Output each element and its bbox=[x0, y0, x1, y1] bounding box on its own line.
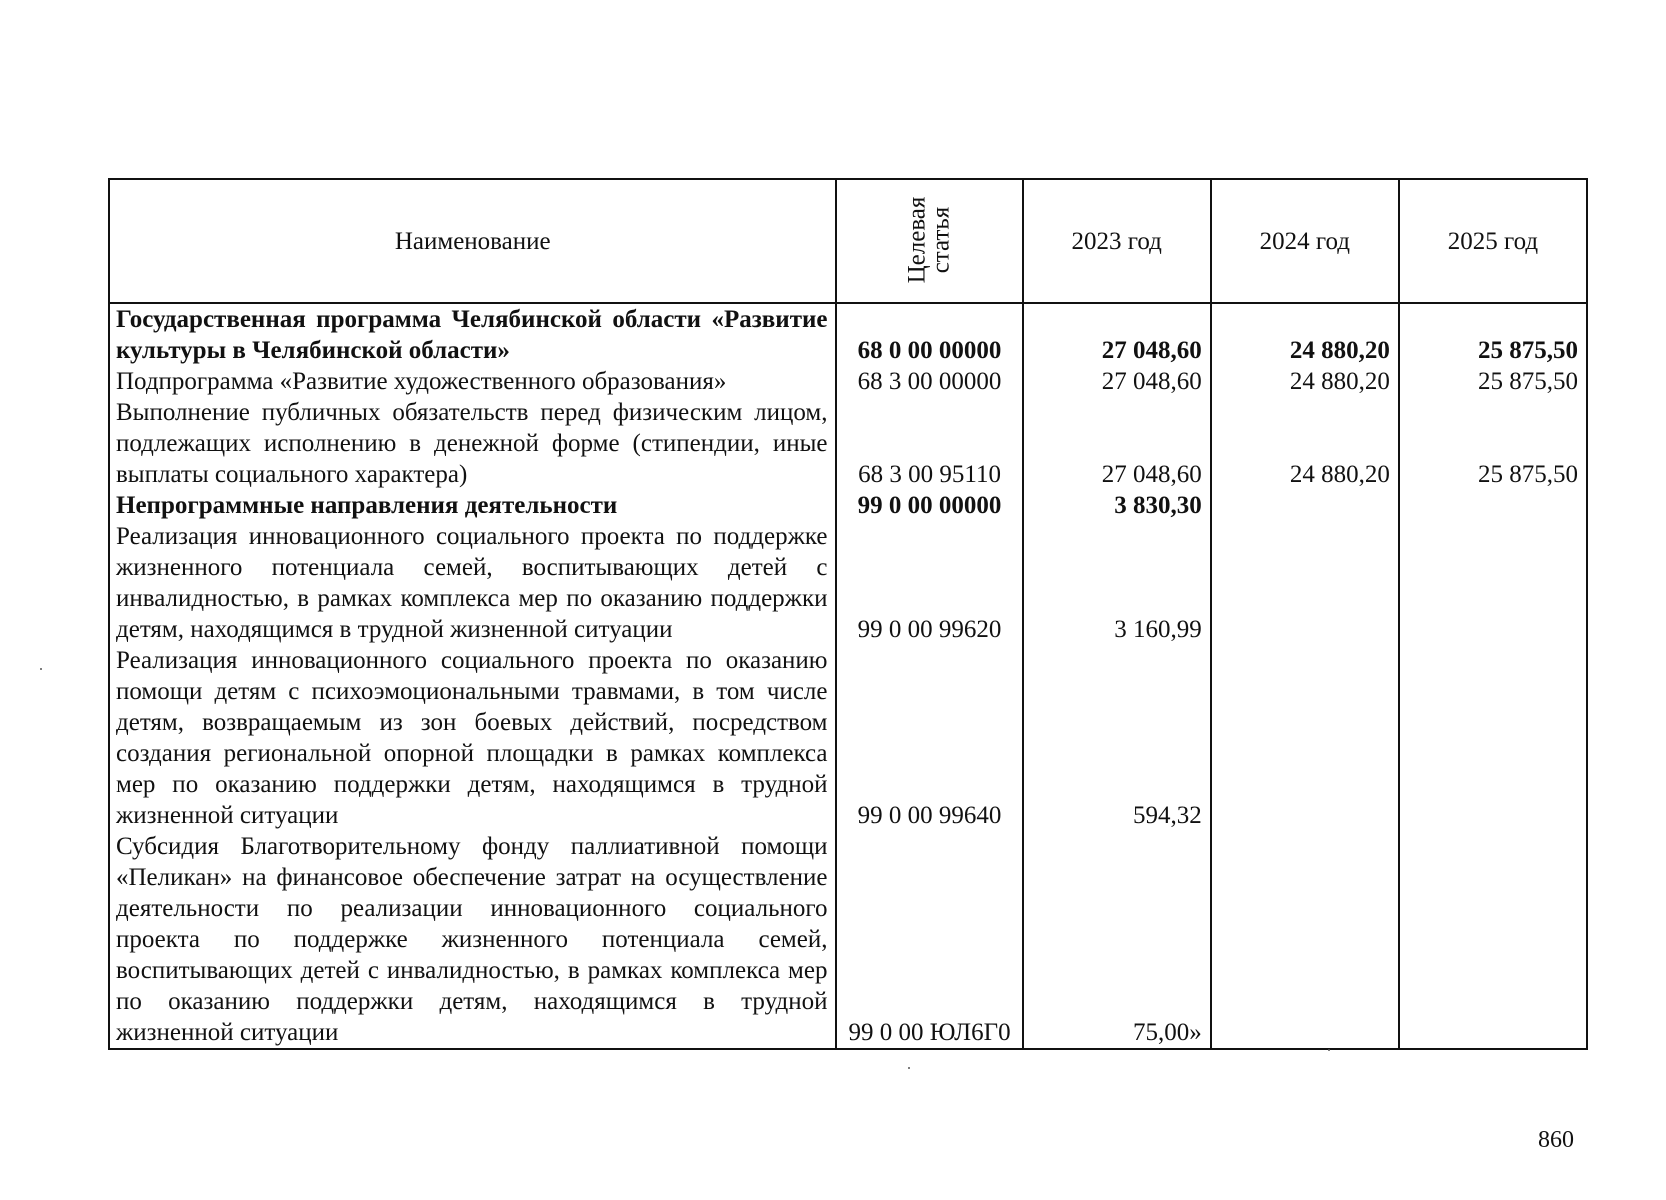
budget-table bbox=[108, 178, 1588, 1050]
header-code bbox=[836, 179, 1022, 303]
row-code: 99 0 00 99620 bbox=[836, 521, 1022, 645]
header-code-label bbox=[903, 196, 955, 283]
row-name: Реализация инновационного социального проекта по оказанию помощи детям с психоэмоциональными травмами, в том числе детям, возвращаемым из зон боевых действий, посредством создания региональной опорной площадки в рамках комплекса мер по оказанию поддержки детям, находящимся в трудной жизненной ситуации bbox=[109, 645, 836, 831]
table-row bbox=[109, 645, 1587, 831]
table-row bbox=[109, 521, 1587, 645]
table-header-row bbox=[109, 179, 1587, 303]
row-2025 bbox=[1399, 645, 1587, 831]
row-name: Субсидия Благотворительному фонду паллиативной помощи «Пеликан» на финансовое обеспечение затрат на осуществление деятельности по реализации инновационного социального проекта по поддержке жизненного потенциала семей, воспитывающих детей с инвалидностью, в рамках комплекса мер по оказанию поддержки детям, находящимся в трудной жизненной ситуации bbox=[109, 831, 836, 1049]
row-code: 99 0 00 00000 bbox=[836, 490, 1022, 521]
table-row bbox=[109, 490, 1587, 521]
row-2025: 25 875,50 bbox=[1399, 397, 1587, 490]
page-number: 860 bbox=[1538, 1127, 1574, 1153]
table-row bbox=[109, 303, 1587, 366]
row-name: Государственная программа Челябинской области «Развитие культуры в Челябинской области» bbox=[109, 303, 836, 366]
row-name: Реализация инновационного социального проекта по поддержке жизненного потенциала семей, воспитывающих детей с инвалидностью, в рамках комплекса мер по оказанию поддержки детям, находящимся в трудной жизненной ситуации bbox=[109, 521, 836, 645]
scan-speck bbox=[908, 1067, 910, 1069]
row-code: 68 3 00 95110 bbox=[836, 397, 1022, 490]
row-code: 99 0 00 99640 bbox=[836, 645, 1022, 831]
row-code: 68 0 00 00000 bbox=[836, 303, 1022, 366]
row-2023: 27 048,60 bbox=[1023, 303, 1211, 366]
row-2024 bbox=[1211, 645, 1399, 831]
row-2025 bbox=[1399, 831, 1587, 1049]
row-code: 99 0 00 ЮЛ6Г0 bbox=[836, 831, 1022, 1049]
table-row bbox=[109, 366, 1587, 397]
header-code-line1: Целевая bbox=[903, 196, 931, 283]
row-2024: 24 880,20 bbox=[1211, 366, 1399, 397]
scan-speck bbox=[1328, 1049, 1330, 1051]
row-2023: 3 830,30 bbox=[1023, 490, 1211, 521]
row-2024: 24 880,20 bbox=[1211, 397, 1399, 490]
header-2024: 2024 год bbox=[1211, 179, 1399, 303]
row-2025 bbox=[1399, 521, 1587, 645]
row-2024 bbox=[1211, 490, 1399, 521]
row-name: Непрограммные направления деятельности bbox=[109, 490, 836, 521]
header-name: Наименование bbox=[109, 179, 836, 303]
row-2023: 75,00» bbox=[1023, 831, 1211, 1049]
row-2025: 25 875,50 bbox=[1399, 303, 1587, 366]
row-2023: 27 048,60 bbox=[1023, 397, 1211, 490]
header-2025: 2025 год bbox=[1399, 179, 1587, 303]
row-2025 bbox=[1399, 490, 1587, 521]
row-2024: 24 880,20 bbox=[1211, 303, 1399, 366]
row-2025: 25 875,50 bbox=[1399, 366, 1587, 397]
row-2023: 3 160,99 bbox=[1023, 521, 1211, 645]
header-2023: 2023 год bbox=[1023, 179, 1211, 303]
table-row bbox=[109, 831, 1587, 1049]
row-name: Подпрограмма «Развитие художественного образования» bbox=[109, 366, 836, 397]
row-2024 bbox=[1211, 521, 1399, 645]
row-2024 bbox=[1211, 831, 1399, 1049]
row-2023: 27 048,60 bbox=[1023, 366, 1211, 397]
row-code: 68 3 00 00000 bbox=[836, 366, 1022, 397]
table-row bbox=[109, 397, 1587, 490]
header-code-line2: статья bbox=[927, 206, 955, 273]
row-name: Выполнение публичных обязательств перед физическим лицом, подлежащих исполнению в денежной форме (стипендии, иные выплаты социального характера) bbox=[109, 397, 836, 490]
row-2023: 594,32 bbox=[1023, 645, 1211, 831]
scan-speck bbox=[40, 668, 42, 670]
